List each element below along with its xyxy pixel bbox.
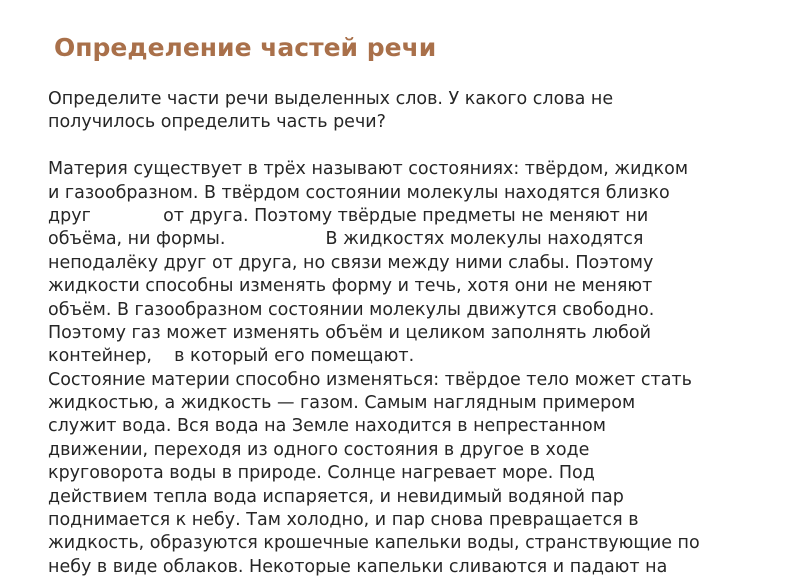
body-line: получилось определить часть речи?: [48, 112, 386, 133]
body-line: жидкостью, а жидкость — газом. Самым наглядным примером: [48, 393, 636, 414]
body-line: жидкость, образуются крошечные капельки воды, странствующие по: [48, 533, 700, 554]
body-line: неподалёку друг от друга, но связи между ними слабы. Поэтому: [48, 252, 654, 273]
slide-body-text: [48, 88, 788, 579]
body-line: небу в виде облаков. Некоторые капельки сливаются и падают на: [48, 556, 668, 577]
body-line: жидкости способны изменять форму и течь, хотя они не меняют: [48, 276, 653, 297]
body-line: объём. В газообразном состоянии молекулы движутся свободно.: [48, 299, 655, 320]
body-line: объёма, ни формы. В жидкостях молекулы находятся: [48, 229, 644, 250]
body-line: движении, переходя из одного состояния в другое в ходе: [48, 439, 590, 460]
body-line-blank: [48, 135, 788, 158]
body-line: Материя существует в трёх называют состояниях: твёрдом, жидком: [48, 159, 689, 180]
slide-title: Определение частей речи: [54, 33, 437, 62]
body-line: круговорота воды в природе. Солнце нагревает море. Под: [48, 463, 595, 484]
body-line: друг от друга. Поэтому твёрдые предметы не меняют ни: [48, 205, 649, 226]
body-line: Состояние материи способно изменяться: твёрдое тело может стать: [48, 369, 692, 390]
body-line: Определите части речи выделенных слов. У какого слова не: [48, 89, 614, 109]
body-line: поднимается к небу. Там холодно, и пар снова превращается в: [48, 510, 639, 531]
body-line: Поэтому газ может изменять объём и целиком заполнять любой: [48, 322, 651, 343]
body-line: и газообразном. В твёрдом состоянии молекулы находятся близко: [48, 182, 670, 203]
body-line: контейнер, в который его помещают.: [48, 346, 415, 367]
body-line: действием тепла вода испаряется, и невидимый водяной пар: [48, 486, 624, 507]
body-line: служит вода. Вся вода на Земле находится в непрестанном: [48, 416, 606, 437]
